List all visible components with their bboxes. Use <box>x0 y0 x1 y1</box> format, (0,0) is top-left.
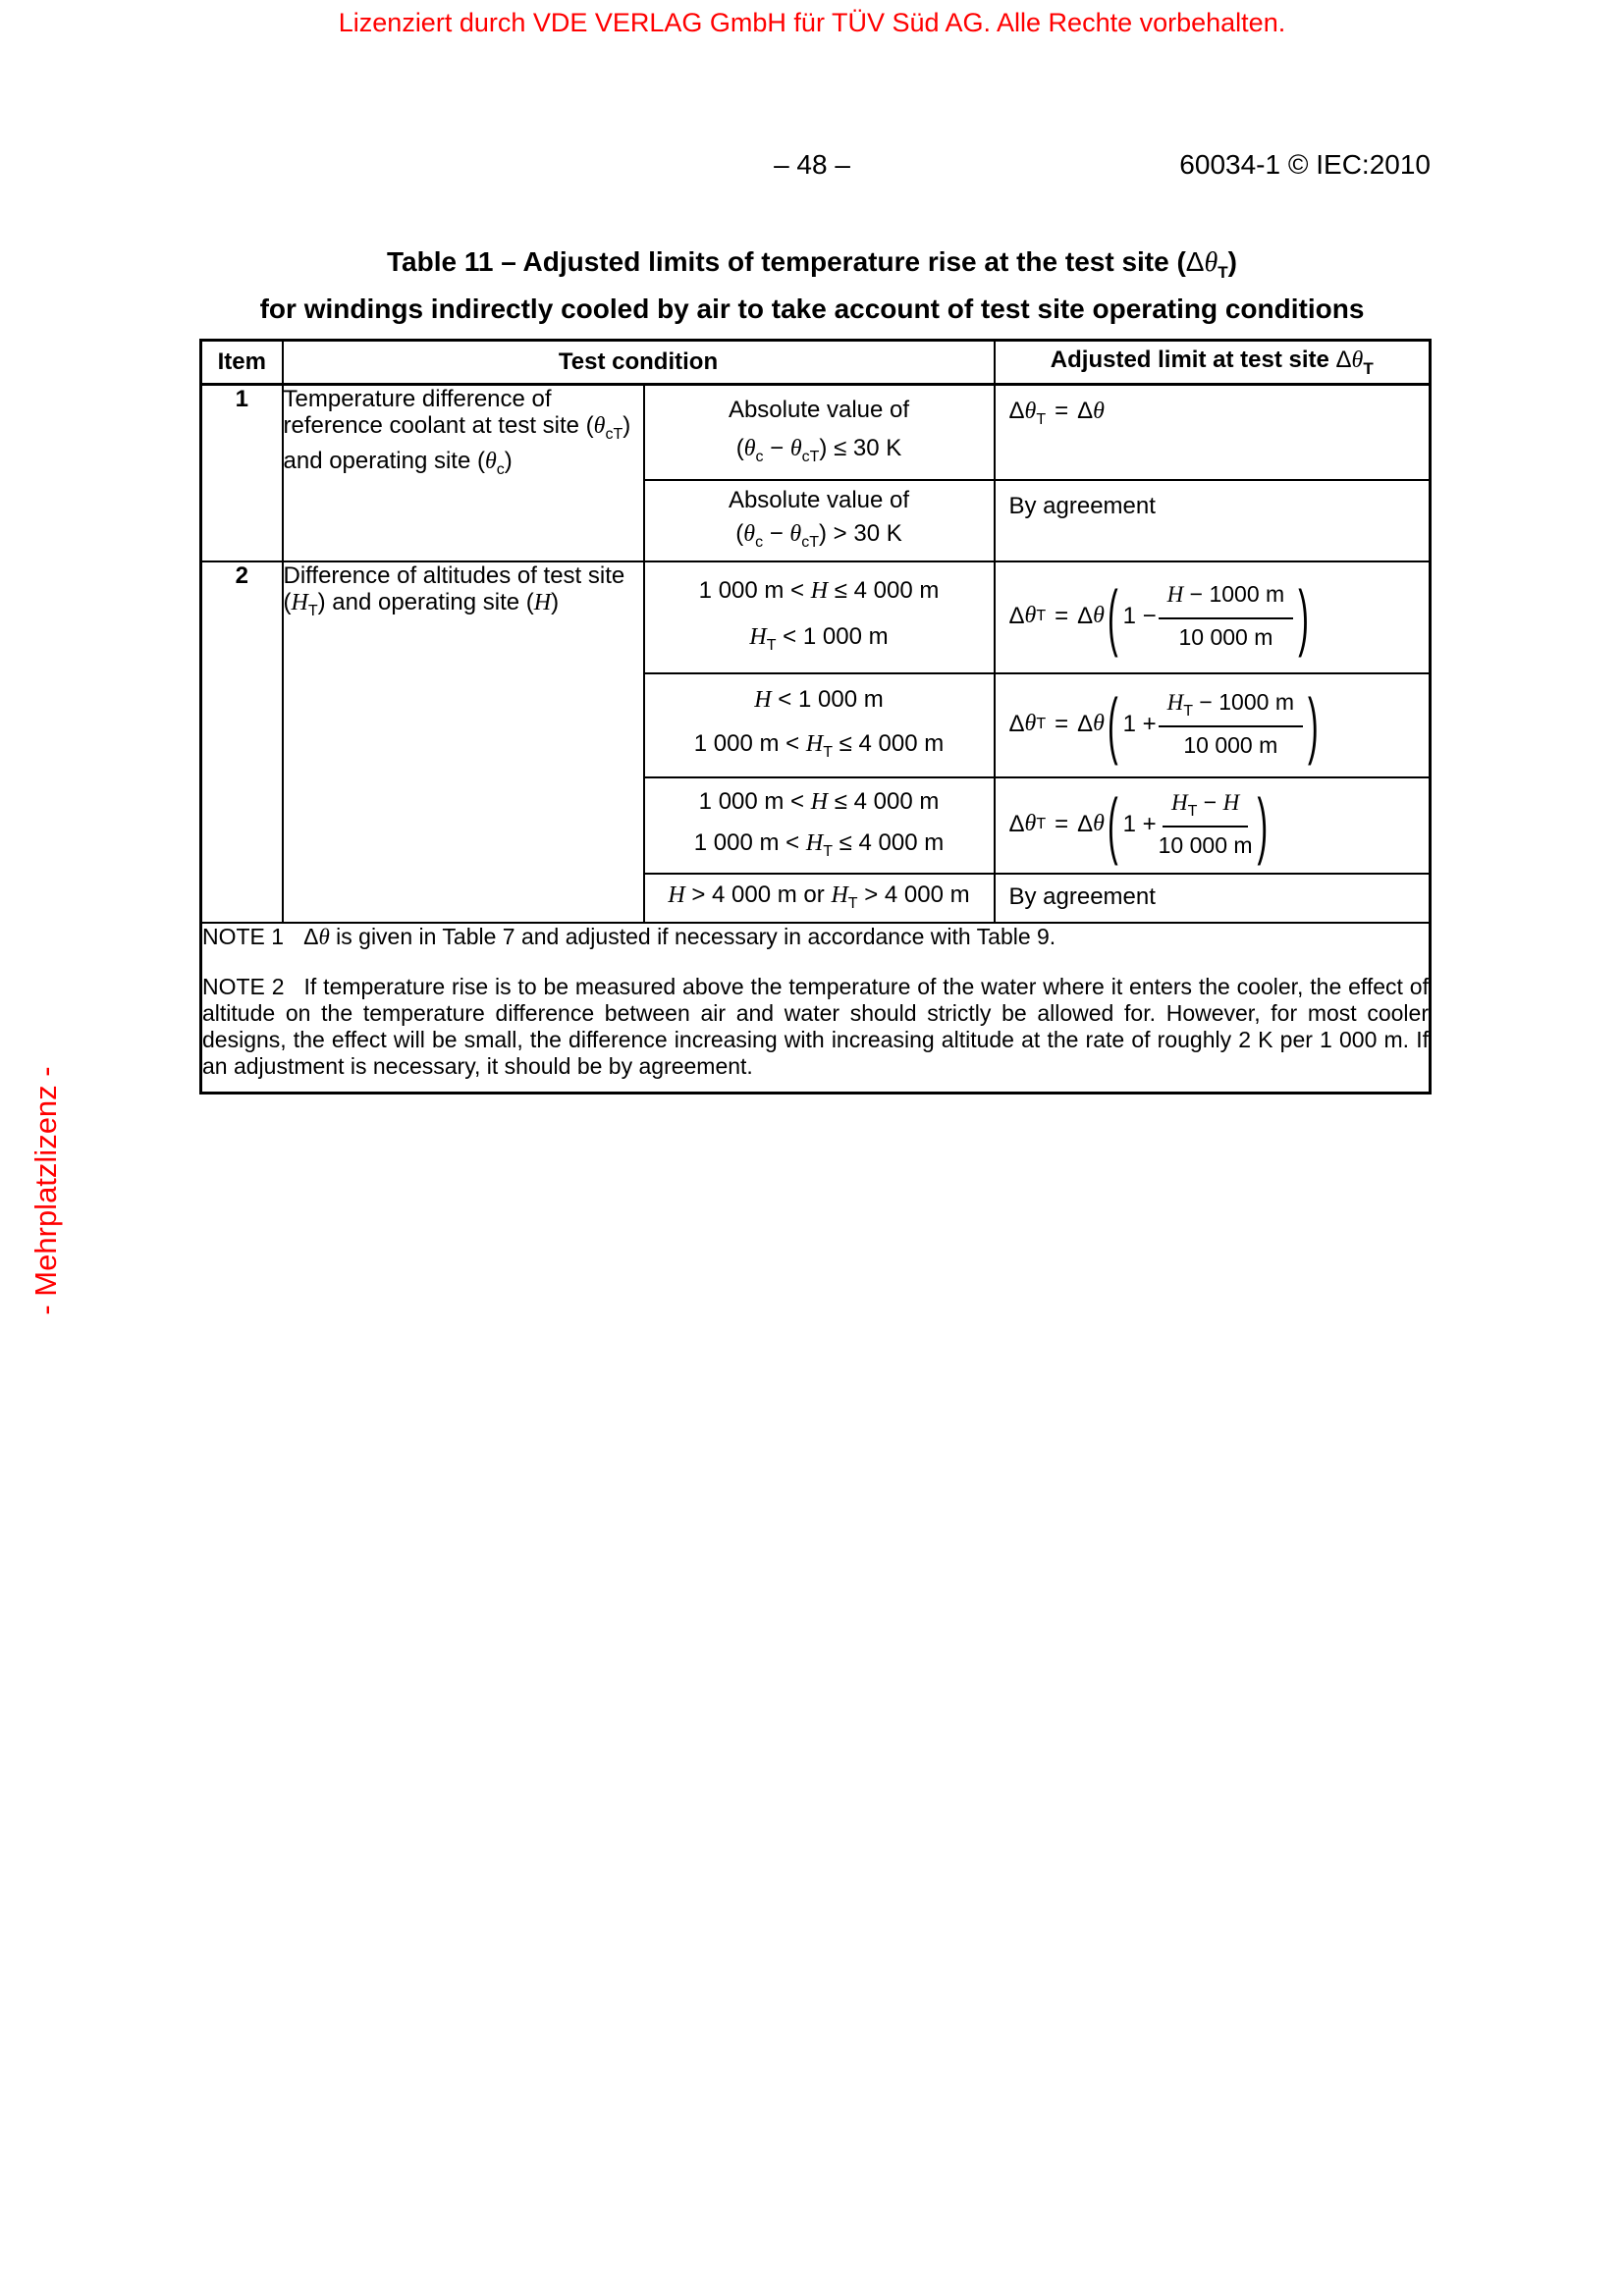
table-11 <box>199 339 1432 1095</box>
condition-1b <box>645 481 994 559</box>
math-theta: θ <box>593 413 606 439</box>
item-2-number: 2 <box>201 561 283 923</box>
math-sub-cT: cT <box>605 426 623 443</box>
condition-2b-cell <box>644 673 995 777</box>
note-1-label: NOTE 1 <box>202 923 285 949</box>
note-1 <box>202 924 1429 950</box>
condition-1a-line1: Absolute value of <box>728 397 910 423</box>
fraction: $\frac{H - 1000 m}{10 000 m}$ <box>1159 581 1294 651</box>
table-title <box>0 243 1624 327</box>
fraction: $\frac{H_T - H}{10 000 m}$ <box>1158 789 1253 858</box>
table-notes-row <box>201 923 1431 1094</box>
condition-2c-line2: 1 000 $m < H_T \le 4$ 000 m <box>693 828 945 860</box>
math-delta: Δ <box>1335 346 1352 373</box>
open-paren: ( <box>1107 782 1118 866</box>
math-sub-c: c <box>496 461 505 478</box>
note-2 <box>202 974 1429 1080</box>
condition-1b-cell <box>644 480 995 561</box>
fraction: $\frac{H_T - 1000 m}{10 000 m}$ <box>1159 689 1303 759</box>
table-header-row <box>201 341 1431 385</box>
table-title-line1: Table 11 – Adjusted limits of temperature rise at the test site $(\Delta\theta_T)$ <box>387 246 1237 282</box>
condition-1a-cell <box>644 385 995 480</box>
adjusted-2d-text: By agreement <box>1008 882 1156 910</box>
adjusted-1a-cell <box>995 385 1431 480</box>
page-number: – 48 – <box>774 149 850 180</box>
col-header-item: Item <box>201 341 283 385</box>
condition-1b-line1: Absolute value of <box>728 486 910 513</box>
condition-2b <box>645 674 994 774</box>
col-header-test-condition: Test condition <box>283 341 995 385</box>
condition-2d <box>645 875 994 920</box>
license-banner-top: Lizenziert durch VDE VERLAG GmbH für TÜV Süd AG. Alle Rechte vorbehalten. <box>338 8 1286 37</box>
adjusted-2c-cell <box>995 777 1431 874</box>
item-1-description: Temperature difference of reference coolant at test site $(\theta_{cT})$ and operating site $(\theta_c)$ <box>283 385 644 561</box>
condition-2d-cell <box>644 874 995 923</box>
condition-2c <box>645 778 994 871</box>
math-theta: θ <box>743 521 756 548</box>
formula-adjusted-equals: $\Delta\theta_T = \Delta\theta$ <box>1008 398 1105 428</box>
note-1-text: is given in Table 7 and adjusted if necessary in accordance with Table 9. <box>329 923 1056 949</box>
open-paren: ( <box>1107 682 1118 766</box>
math-theta: θ <box>789 436 802 461</box>
math-delta: Δ <box>303 923 319 949</box>
condition-2a <box>645 562 994 670</box>
condition-2d-line1: H > 4 000 m or $H_T > 4$ 000 m <box>668 881 970 912</box>
condition-2c-cell <box>644 777 995 874</box>
condition-2a-cell <box>644 561 995 673</box>
condition-1a-line2: $(\theta_c - \theta_{cT}) \le 30$ K <box>735 435 902 465</box>
table-11-container <box>199 339 1432 1095</box>
math-sub-T: T <box>1363 358 1374 378</box>
formula-altitude-1: Δ θ T = Δ θ ( 1 − $\frac{H - 1000 m}{10 000 m}$ ) <box>1008 574 1309 658</box>
math-H: H <box>291 589 308 615</box>
table-title-line2: for windings indirectly cooled by air to take account of test site operating conditions <box>259 294 1365 324</box>
math-H: H <box>533 589 552 615</box>
condition-2b-line1: H < 1 000 m <box>754 686 884 714</box>
notes-cell <box>201 923 1431 1094</box>
adjusted-2d-cell <box>995 874 1431 923</box>
condition-2c-line1: 1 000 m < H ≤ 4 000 m <box>698 787 940 815</box>
math-theta: θ <box>1351 347 1364 373</box>
note-2-label: NOTE 2 <box>202 973 285 999</box>
condition-2a-line2: $H_T < 1$ 000 m <box>749 623 889 655</box>
formula-altitude-3: Δ θ T = Δ θ ( 1 + $\frac{H_T - H}{10 000 m}$ ) <box>1008 782 1269 866</box>
math-theta: θ <box>1204 247 1218 278</box>
condition-1b-line2: $(\theta_c - \theta_{cT}) > 30$ K <box>735 520 902 552</box>
condition-2a-line1: 1 000 m < H ≤ 4 000 m <box>698 576 940 604</box>
math-theta: θ <box>743 436 756 461</box>
math-delta: Δ <box>1185 246 1205 277</box>
math-theta: θ <box>484 449 497 474</box>
note-2-text: If temperature rise is to be measured above the temperature of the water where it enters the cooler, the effect of altitude on the temperature difference between air and water should strictly be allowed for. However, for most cooler designs, the effect will be small, the difference increasing with increasing altitude at the rate of roughly 2 K per 1 000 m. If an adjustment is necessary, it should be by agreement. <box>202 973 1429 1079</box>
license-banner-side: - Mehrplatzlizenz - <box>28 1066 63 1315</box>
condition-2b-line2: 1 000 $m < H_T \le 4$ 000 m <box>693 729 945 761</box>
adjusted-2a-cell <box>995 561 1431 673</box>
document-reference: 60034-1 © IEC:2010 <box>1179 149 1431 180</box>
formula-altitude-2: Δ θ T = Δ θ ( 1 + $\frac{H_T - 1000 m}{10 000 m}$ ) <box>1008 682 1319 766</box>
adjusted-1b-text: By agreement <box>1008 492 1156 519</box>
math-sub-T: T <box>1218 263 1228 282</box>
math-theta: θ <box>318 924 330 949</box>
math-theta: θ <box>789 521 802 548</box>
table-row-2a <box>201 561 1431 673</box>
close-paren: ) <box>1298 574 1309 658</box>
open-paren: ( <box>1107 574 1118 658</box>
adjusted-1b-cell <box>995 480 1431 561</box>
item-2-description: Difference of altitudes of test site $(H_T)$ and operating site (H) <box>283 561 644 923</box>
col-header-adjusted-limit: Adjusted limit at test site $\Delta\theta_T$ <box>995 341 1431 385</box>
math-sub-T: T <box>307 602 318 619</box>
close-paren: ) <box>1307 682 1319 766</box>
table-row-1a <box>201 385 1431 480</box>
adjusted-2b-cell <box>995 673 1431 777</box>
item-1-number: 1 <box>201 385 283 561</box>
close-paren: ) <box>1257 782 1269 866</box>
condition-1a <box>645 386 994 477</box>
